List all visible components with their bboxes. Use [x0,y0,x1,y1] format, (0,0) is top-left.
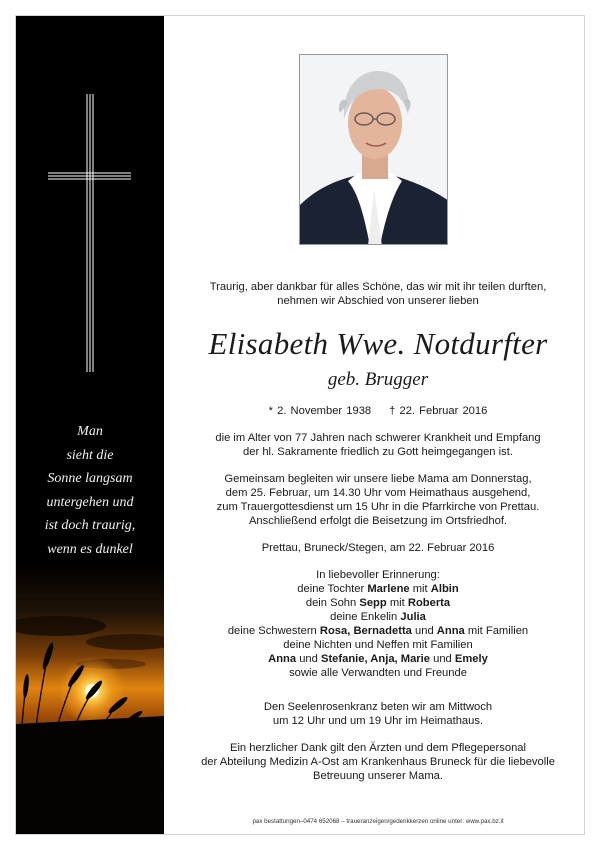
text-line: Ein herzlicher Dank gilt den Ärzten und dem Pflegepersonal [229,742,526,754]
text-line: die im Alter von 77 Jahren nach schwerer Krankheit und Empfang [215,432,541,444]
mourner-name: Stefanie, Anja, Marie [320,653,430,665]
intro-line: nehmen wir Abschied von unserer lieben [277,295,479,307]
birth-date: * 2. November 1938 [268,405,372,417]
mourner-line-daughter [172,582,584,596]
place-date: Prettau, Bruneck/Stegen, am 22. Februar 2016 [261,542,495,554]
text-line: Betreuung unserer Mama. [313,770,443,782]
portrait-photo [299,54,448,245]
mourner-name: Rosa, Bernadetta [319,625,412,637]
cross-icon [16,16,164,416]
mourner-line-granddaughter [172,610,584,624]
mourner-name: Anna [268,653,297,665]
life-dates [172,404,584,418]
footer-text: pax bestattungen–0474 652068 – traueranzeigen/gedenkkerzen online unter: www.pax.bz.it [252,818,504,825]
notice-body [172,280,584,783]
mourners-list [172,568,584,680]
mourner-connector: und [415,625,434,637]
death-date: † 22. Februar 2016 [389,405,488,417]
mourner-name: Roberta [407,597,451,609]
mourner-prefix: dein Sohn [305,597,357,609]
funeral-text [172,472,584,528]
mourner-connector: mit [389,597,405,609]
text-line: um 12 Uhr und um 19 Uhr im Heimathaus. [272,715,484,727]
circumstances-text [172,431,584,459]
mourner-prefix: deine Enkelin [330,611,398,623]
mourner-connector: mit [412,583,428,595]
poem-line: sieht die [66,447,114,463]
deceased-name: Elisabeth Wwe. Notdurfter [208,326,548,361]
mourner-line-relatives: sowie alle Verwandten und Freunde [289,667,467,679]
mourner-prefix: deine Schwestern [227,625,317,637]
mourner-name: Marlene [367,583,410,595]
text-line: dem 25. Februar, um 14.30 Uhr vom Heimathaus ausgehend, [225,487,531,499]
text-line: Anschließend erfolgt die Beisetzung im Ortsfriedhof. [248,515,508,527]
mourner-connector: und [299,653,318,665]
side-panel [16,16,164,834]
mourner-prefix: deine Tochter [297,583,365,595]
portrait-illustration [300,55,448,245]
mourner-name: Sepp [359,597,387,609]
poem-line: Sonne langsam [47,471,133,486]
poem-line: wenn es dunkel [47,541,133,557]
intro-line: Traurig, aber dankbar für alles Schöne, das wir mit ihr teilen durften, [209,281,547,293]
text-line: Den Seelenrosenkranz beten wir am Mittwoch [263,701,493,713]
mourner-connector: und [433,653,452,665]
text-line: zum Trauergottesdienst um 15 Uhr in die Pfarrkirche von Prettau. [216,501,540,513]
mourner-suffix: mit Familien [467,625,529,637]
poem-line: untergehen und [46,494,134,510]
mourner-line-others [172,652,584,666]
rosary-text [172,700,584,728]
text-line: der Abteilung Medizin A-Ost am Krankenhaus Bruneck für die liebevolle [201,756,555,768]
mourner-name: Albin [430,583,459,595]
sunset-image [16,564,164,834]
side-poem [16,420,164,585]
mourner-line-nieces: deine Nichten und Neffen mit Familien [283,639,473,651]
text-line: der hl. Sakramente friedlich zu Gott heimgegangen ist. [243,446,513,458]
text-line: Gemeinsam begleiten wir unsere liebe Mama am Donnerstag, [224,473,532,485]
mourner-line-son [172,596,584,610]
mourner-name: Anna [436,625,465,637]
mourners-intro: In liebevoller Erinnerung: [316,569,440,581]
maiden-name: geb. Brugger [327,369,429,390]
poem-line: Man [77,424,103,439]
mourner-line-sisters [172,624,584,638]
mourner-name: Emely [454,653,488,665]
thanks-text [172,741,584,783]
poem-line: ist doch traurig, [44,518,136,533]
mourner-name: Julia [400,611,426,623]
